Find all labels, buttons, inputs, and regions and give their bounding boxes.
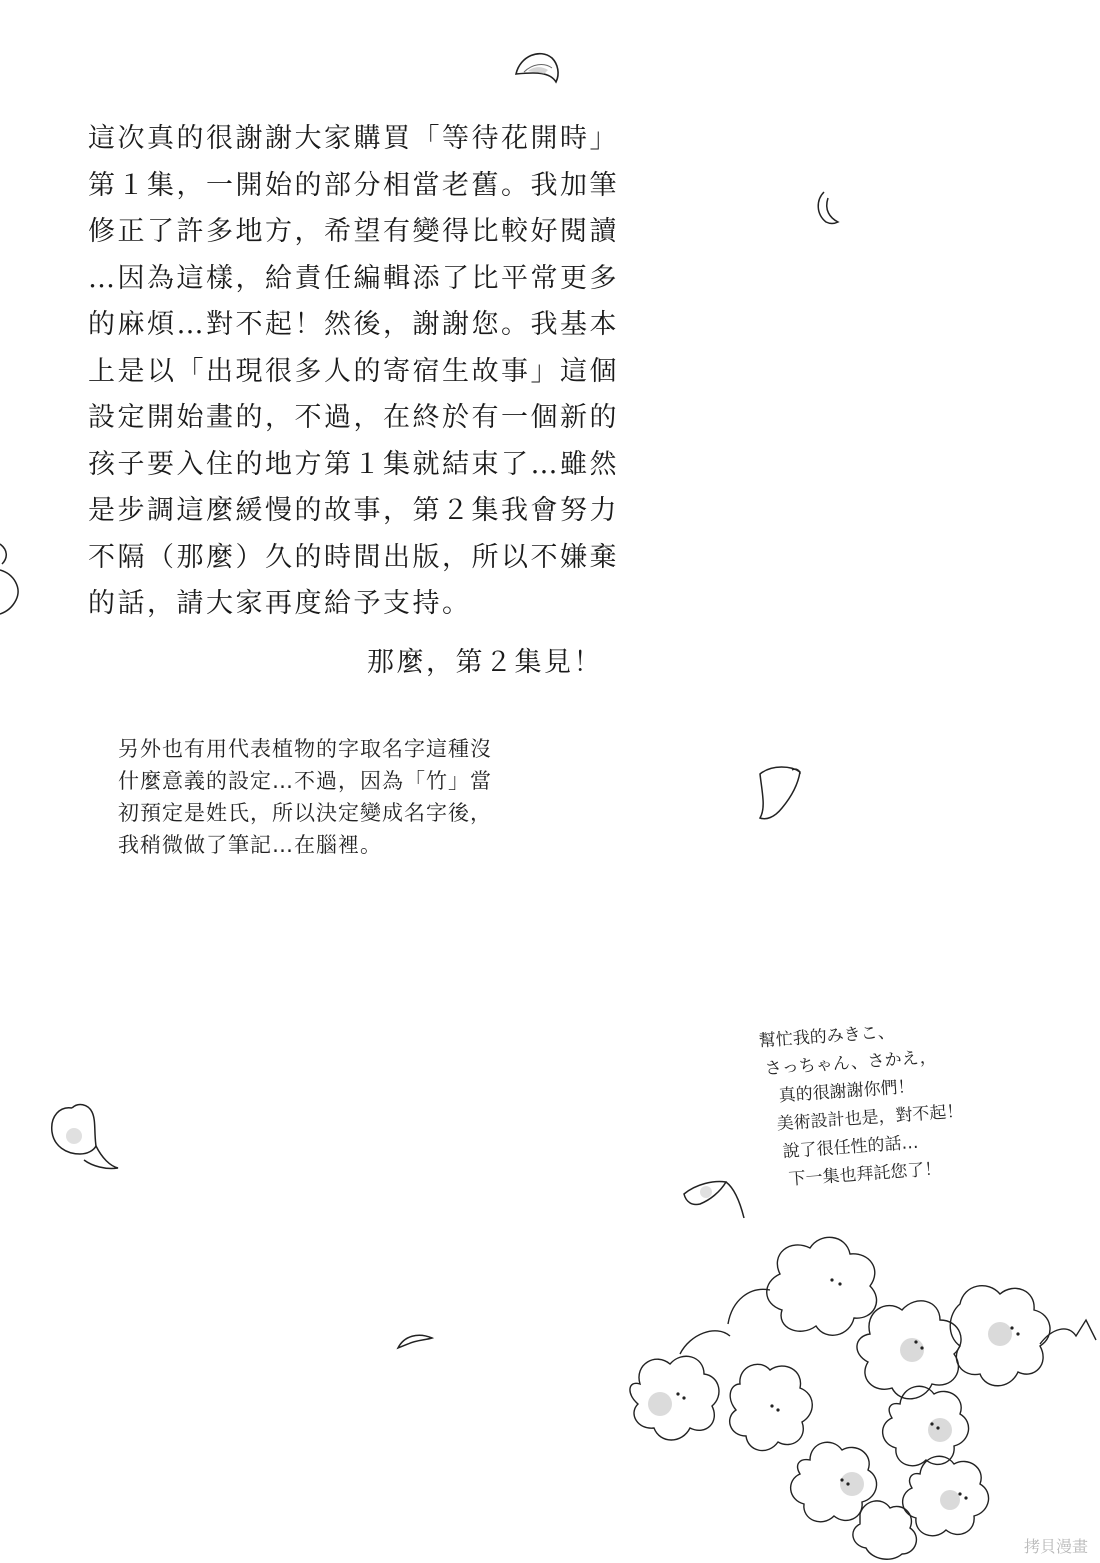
thanks-line: 說了很任性的話…	[782, 1132, 920, 1163]
afterword-line: 第１集，一開始的部分相當老舊。我加筆	[88, 169, 619, 201]
thanks-line: 幫忙我的みきこ、	[758, 1022, 896, 1052]
afterword-line: 上是以「出現很多人的寄宿生故事」這個	[88, 355, 619, 387]
note-line: 初預定是姓氏，所以決定變成名字後，	[118, 801, 492, 825]
thanks-line: 下一集也拜託您了！	[787, 1159, 943, 1190]
afterword-line: 不隔（那麼）久的時間出版，所以不嫌棄	[88, 541, 619, 573]
plant-name-note	[118, 733, 578, 861]
petal-icon	[44, 1098, 120, 1178]
afterword-line: 的話，請大家再度給予支持。	[88, 588, 472, 619]
petal-icon	[0, 540, 28, 620]
afterword-line: 是步調這麼緩慢的故事，第２集我會努力	[88, 495, 619, 526]
petal-icon	[812, 188, 842, 228]
petal-icon	[510, 44, 570, 94]
petal-icon	[680, 1174, 746, 1222]
afterword-line: 孩子要入住的地方第１集就結束了…雖然	[88, 448, 619, 480]
note-line: 我稍微做了筆記…在腦裡。	[118, 833, 382, 857]
petal-icon	[754, 762, 814, 824]
afterword-line: 的麻煩…對不起！然後，謝謝您。我基本	[88, 309, 619, 340]
flower-cluster-icon	[620, 1224, 1100, 1563]
afterword-closing: 那麼，第２集見！	[367, 647, 603, 678]
note-line: 另外也有用代表植物的字取名字這種沒	[118, 737, 492, 761]
petal-icon	[396, 1330, 436, 1352]
afterword-line: 這次真的很謝謝大家購買「等待花開時」	[88, 123, 619, 154]
watermark: 拷貝漫畫	[1023, 1537, 1088, 1556]
thanks-line: さっちゃん、さかえ，	[764, 1047, 938, 1080]
handwritten-thanks	[752, 1007, 1063, 1196]
afterword-line: …因為這樣，給責任編輯添了比平常更多	[88, 262, 619, 294]
afterword-line: 設定開始畫的，不過，在終於有一個新的	[88, 402, 619, 433]
note-line: 什麼意義的設定…不過，因為「竹」當	[118, 769, 492, 793]
thanks-line: 真的很謝謝你們！	[778, 1076, 916, 1107]
afterword-line: 修正了許多地方，希望有變得比較好閱讀	[88, 216, 619, 247]
afterword-body	[88, 116, 648, 628]
thanks-line: 美術設計也是，對不起！	[776, 1101, 965, 1135]
